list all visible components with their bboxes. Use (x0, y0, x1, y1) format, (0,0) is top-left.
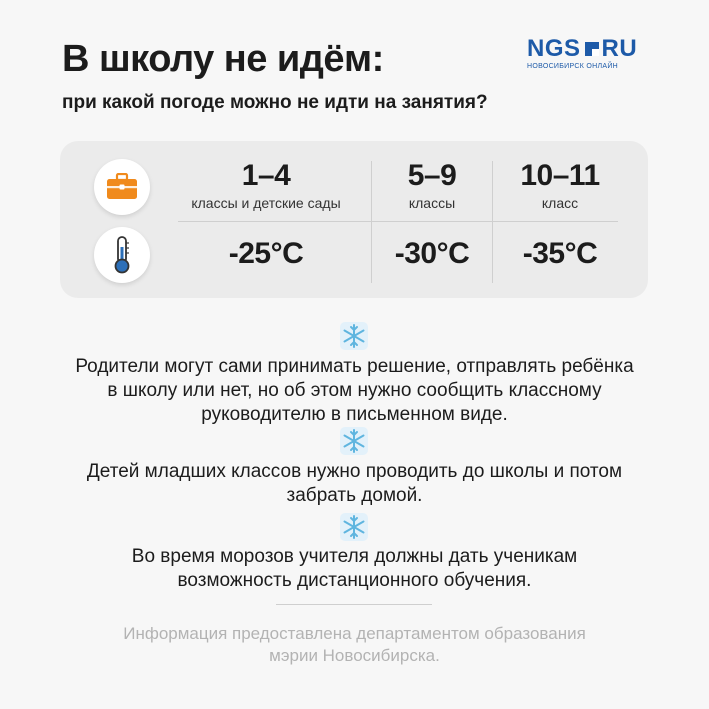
grades-5-9: 5–9 (407, 159, 457, 192)
grades-10-11-label: класс (541, 195, 579, 211)
briefcase-icon (94, 159, 150, 215)
divider (276, 604, 432, 605)
paragraph-parents (40, 355, 669, 427)
grades-1-4-label: классы и детские сады (191, 195, 341, 211)
page-title: В школу не идём: (62, 38, 384, 80)
source-note (40, 623, 669, 667)
paragraph-line: Во время морозов учителя должны дать ученикам (131, 546, 578, 567)
paragraph-line: возможность дистанционного обучения. (177, 570, 532, 591)
grades-5-9-label: классы (408, 195, 456, 211)
grades-10-11: 10–11 (520, 159, 600, 192)
logo-text-left: NGS (527, 35, 581, 62)
snowflake-icon (340, 427, 368, 455)
logo-tagline: НОВОСИБИРСК ОНЛАЙН (527, 63, 619, 70)
source-line: Информация предоставлена департаментом образования (123, 624, 586, 643)
logo-flag-icon (585, 42, 599, 56)
grades-temperature-card (60, 141, 648, 298)
paragraph-younger-grades (40, 460, 669, 508)
temperature-1-4: -25°C (228, 237, 304, 270)
temperature-10-11: -35°C (522, 237, 598, 270)
temperature-5-9: -30°C (394, 237, 470, 270)
thermometer-icon (94, 227, 150, 283)
paragraph-line: Родители могут сами принимать решение, отправлять ребёнка (75, 356, 634, 377)
ngs-logo[interactable] (527, 37, 657, 71)
paragraph-remote-learning (40, 545, 669, 593)
logo-wordmark (527, 37, 637, 61)
paragraph-line: Детей младших классов нужно проводить до школы и потом (86, 461, 623, 482)
page-subtitle: при какой погоде можно не идти на занятия? (62, 92, 488, 113)
paragraph-line: в школу или нет, но об этом нужно сообщить классному (107, 380, 602, 401)
snowflake-icon (340, 322, 368, 350)
source-line: мэрии Новосибирска. (269, 646, 440, 665)
logo-text-right: RU (601, 35, 638, 62)
paragraph-line: забрать домой. (286, 485, 423, 506)
snowflake-icon (340, 513, 368, 541)
grades-1-4: 1–4 (241, 159, 291, 192)
paragraph-line: руководителю в письменном виде. (201, 404, 508, 425)
row-divider (178, 221, 618, 222)
